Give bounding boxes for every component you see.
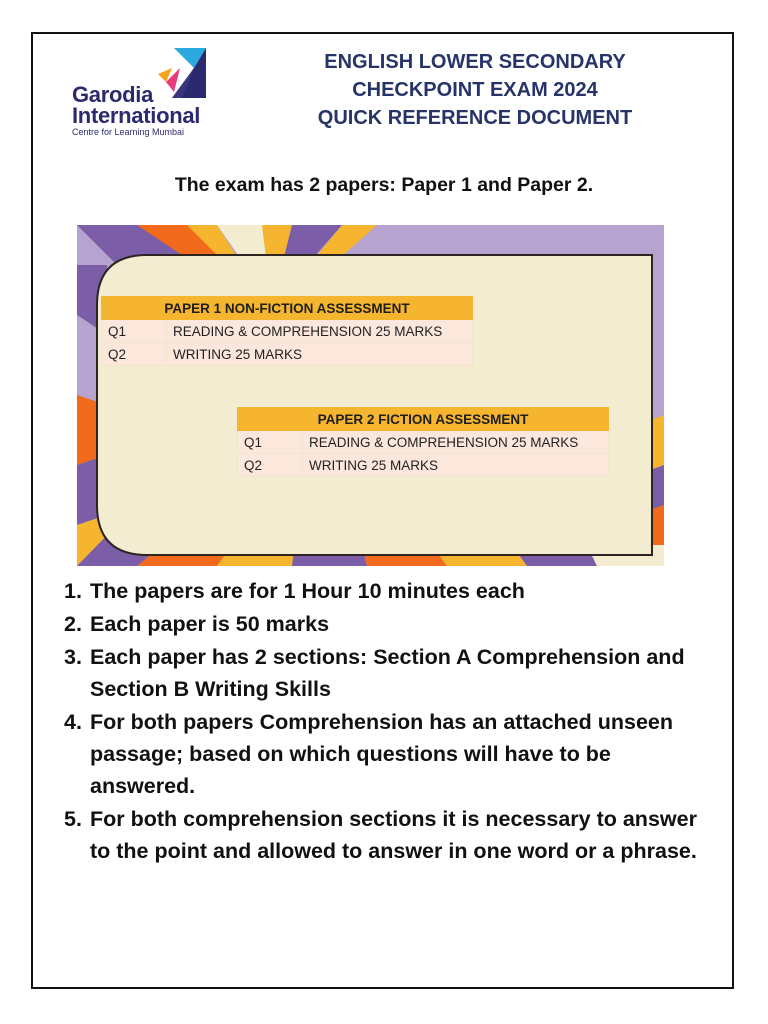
- point-text: For both papers Comprehension has an attached unseen passage; based on which questions will have to be answered.: [90, 710, 673, 798]
- list-item: [64, 575, 714, 607]
- list-item: [64, 803, 714, 867]
- paper1-q2-desc: WRITING 25 MARKS: [167, 343, 473, 366]
- list-item: [64, 608, 714, 640]
- point-number: 4.: [64, 710, 82, 734]
- paper2-q2-desc: WRITING 25 MARKS: [303, 454, 609, 477]
- document-title: [285, 48, 665, 132]
- paper2-header: PAPER 2 FICTION ASSESSMENT: [238, 408, 609, 431]
- paper1-header: PAPER 1 NON-FICTION ASSESSMENT: [102, 297, 473, 320]
- banner-background: [77, 225, 664, 566]
- title-line3: QUICK REFERENCE DOCUMENT: [317, 107, 633, 129]
- paper2-q1-desc: READING & COMPREHENSION 25 MARKS: [303, 431, 609, 454]
- title-line1: ENGLISH LOWER SECONDARY: [324, 51, 626, 73]
- logo-name-line1: Garodia: [72, 82, 154, 107]
- paper2-q2-label: Q2: [238, 454, 303, 477]
- paper1-q2-label: Q2: [102, 343, 167, 366]
- table-row: [238, 431, 609, 454]
- table-row: [238, 454, 609, 477]
- logo-name-line2: International: [72, 103, 201, 128]
- exam-structure-banner: [77, 225, 664, 566]
- point-number: 1.: [64, 579, 82, 603]
- paper1-q1-desc: READING & COMPREHENSION 25 MARKS: [167, 320, 473, 343]
- list-item: [64, 641, 714, 705]
- point-number: 2.: [64, 612, 82, 636]
- paper1-table: [101, 296, 473, 366]
- point-text: The papers are for 1 Hour 10 minutes each: [90, 579, 525, 603]
- table-row: [102, 343, 473, 366]
- point-number: 3.: [64, 645, 82, 669]
- point-text: For both comprehension sections it is necessary to answer to the point and allowed to answer in one word or a phrase.: [90, 807, 697, 863]
- intro-sentence: The exam has 2 papers: Paper 1 and Paper 2.: [174, 174, 594, 196]
- point-number: 5.: [64, 807, 82, 831]
- paper1-q1-label: Q1: [102, 320, 167, 343]
- title-line2: CHECKPOINT EXAM 2024: [352, 79, 598, 101]
- paper2-q1-label: Q1: [238, 431, 303, 454]
- table-row: [102, 320, 473, 343]
- point-text: Each paper has 2 sections: Section A Comprehension and Section B Writing Skills: [90, 645, 685, 701]
- list-item: [64, 706, 714, 802]
- key-points-list: [64, 575, 714, 868]
- point-text: Each paper is 50 marks: [90, 612, 330, 636]
- paper2-table: [237, 407, 609, 477]
- logo-tagline: Centre for Learning Mumbai: [72, 127, 185, 137]
- garodia-logo: [72, 44, 242, 144]
